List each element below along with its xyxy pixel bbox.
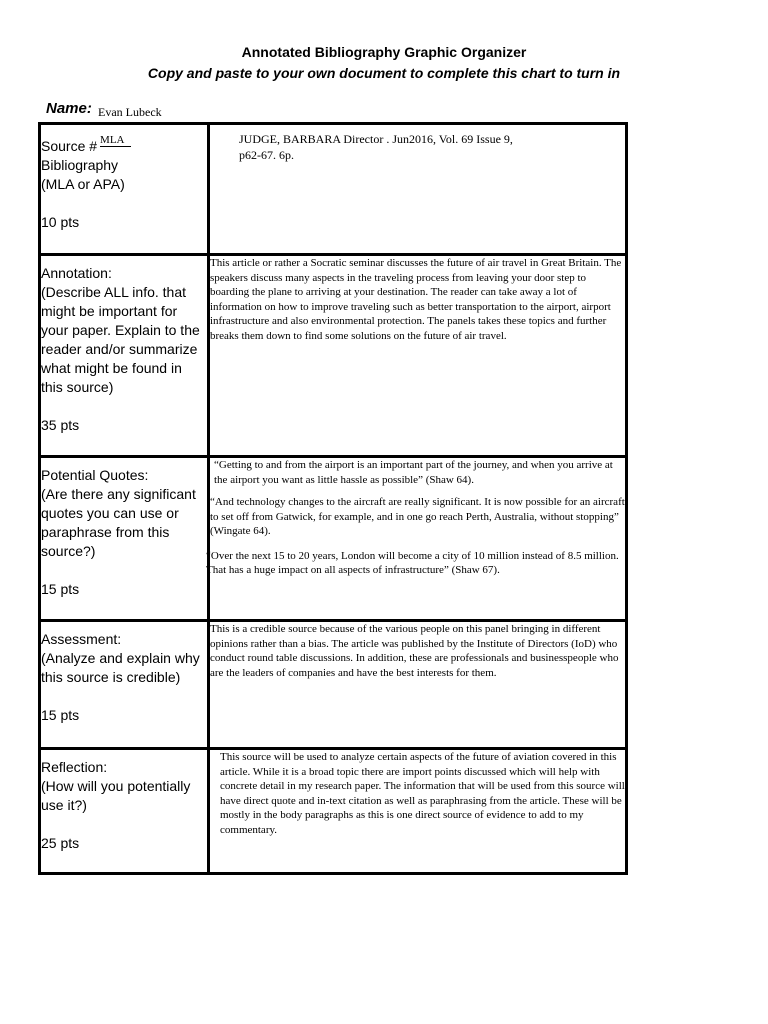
assessment-content-cell bbox=[209, 621, 627, 749]
source-citation-line-1: JUDGE, BARBARA Director . Jun2016, Vol. 69 Issue 9, bbox=[239, 132, 513, 146]
name-value: Evan Lubeck bbox=[98, 105, 162, 119]
assessment-text: This is a credible source because of the various people on this panel bringing in different opinions rather than a bias. The article was published by the Institute of Directors (IoD) who conduct round table discussions. In addition, these are professionals and businesspeople who are the leaders of companies and have the best interests for them. bbox=[210, 623, 619, 679]
source-desc-1: Bibliography bbox=[41, 157, 119, 173]
annotation-text: This article or rather a Socratic seminar discusses the future of air travel in Great Britain. The speakers discuss many aspects in the traveling process from leaving your door step to boarding the plane to arriving at your destination. The reader can take away a lot of information on how to improve traveling such as better transportation to the airport, airport infrastructure and also environmental protection. The panels takes these topics and further breaks them down to find some solutions on the future of air travel. bbox=[210, 257, 622, 342]
reflection-content-cell bbox=[209, 749, 627, 874]
source-points: 10 pts bbox=[41, 214, 80, 230]
source-desc-2: (MLA or APA) bbox=[41, 176, 125, 192]
name-row bbox=[46, 100, 162, 119]
reflection-desc: (How will you potentially use it?) bbox=[41, 778, 191, 813]
reflection-row bbox=[40, 749, 627, 874]
organizer-table bbox=[38, 122, 628, 875]
assessment-label-cell bbox=[40, 621, 209, 749]
quotes-label-cell bbox=[40, 457, 209, 621]
quotes-desc: (Are there any significant quotes you can use or paraphrase from this source?) bbox=[41, 486, 196, 559]
source-content-cell bbox=[209, 124, 627, 255]
document-subtitle: Copy and paste to your own document to complete this chart to turn in bbox=[147, 65, 621, 81]
annotation-content-cell bbox=[209, 255, 627, 457]
quotes-points: 15 pts bbox=[41, 581, 80, 597]
annotation-label-cell bbox=[40, 255, 209, 457]
annotation-row bbox=[40, 255, 627, 457]
reflection-label-cell bbox=[40, 749, 209, 874]
assessment-desc: (Analyze and explain why this source is credible) bbox=[41, 650, 200, 685]
assessment-points: 15 pts bbox=[41, 707, 80, 723]
source-citation-line-2: p62-67. 6p. bbox=[239, 148, 294, 162]
annotation-label: Annotation: bbox=[41, 265, 112, 281]
quote-3: “Over the next 15 to 20 years, London will become a city of 10 million instead of 8.5 million. That has a huge impact on all aspects of infrastructure” (Shaw 67). bbox=[206, 549, 619, 576]
assessment-label: Assessment: bbox=[41, 631, 122, 647]
source-label: Source # bbox=[41, 138, 98, 154]
quotes-content-cell bbox=[206, 457, 627, 621]
reflection-points: 25 pts bbox=[41, 835, 80, 851]
quotes-label: Potential Quotes: bbox=[41, 467, 149, 483]
quote-1: “Getting to and from the airport is an important part of the journey, and when you arrive at the airport you want as little hassle as possible” (Shaw 64). bbox=[214, 459, 613, 486]
source-format-value: MLA bbox=[100, 134, 130, 147]
quotes-row bbox=[40, 457, 627, 621]
annotation-desc: (Describe ALL info. that might be important for your paper. Explain to the reader and/or summarize what might be found in this source) bbox=[41, 284, 200, 395]
source-label-cell bbox=[40, 124, 209, 255]
reflection-text: This source will be used to analyze certain aspects of the future of aviation covered in this article. While it is a broad topic there are import points discussed which will help with concrete detail in my research paper. The information that will be used from this source will have direct quote and in-text citation as well as paraphrasing from the article. These will be mostly in the body paragraphs as this is one direct source of evidence to add to my commentary. bbox=[220, 751, 625, 836]
document-title: Annotated Bibliography Graphic Organizer bbox=[241, 44, 527, 60]
assessment-row bbox=[40, 621, 627, 749]
annotation-points: 35 pts bbox=[41, 417, 80, 433]
reflection-label: Reflection: bbox=[41, 759, 108, 775]
quote-2: “And technology changes to the aircraft are really significant. It is now possible for an aircraft to set off from Gatwick, for example, and in one go reach Perth, Australia, without stopping” (Wingate 64). bbox=[210, 496, 625, 537]
source-row bbox=[40, 124, 627, 255]
name-label: Name: bbox=[46, 100, 92, 117]
